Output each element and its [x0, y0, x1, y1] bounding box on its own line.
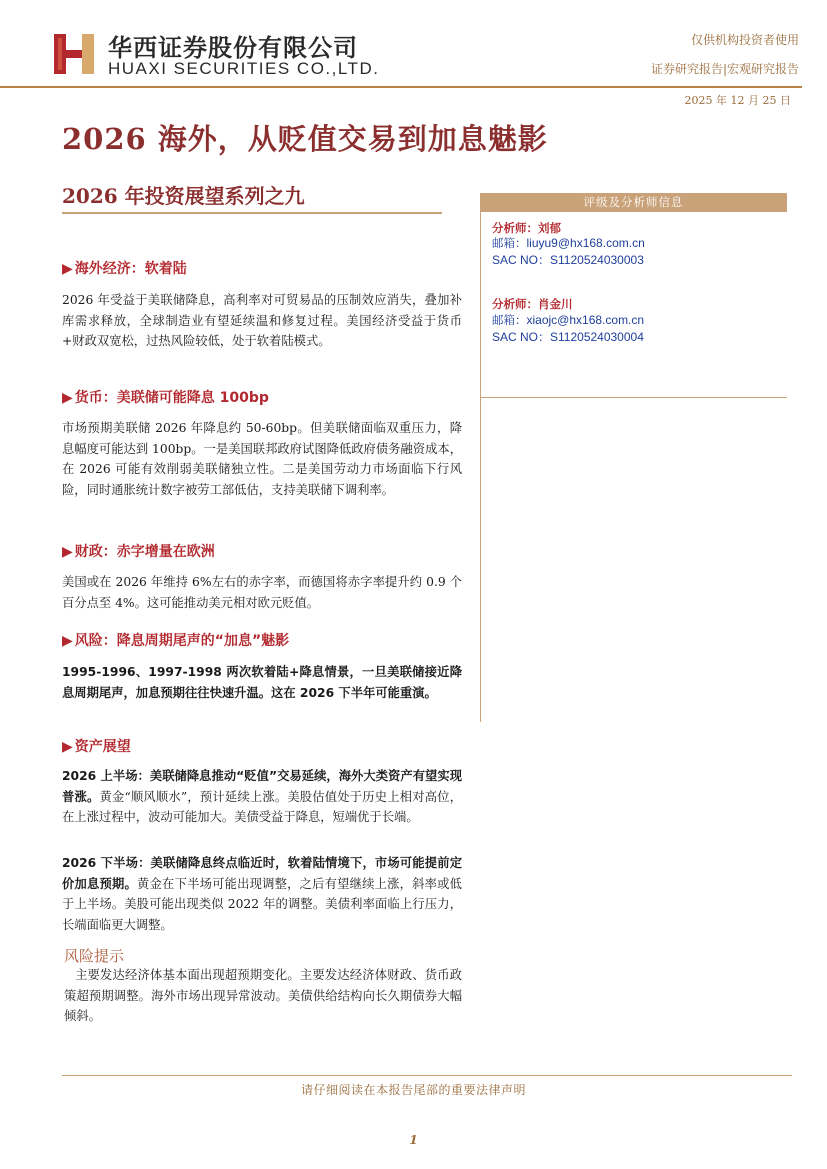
section-paragraph: 1995-1996、1997-1998 两次软着陆+降息情景，一旦美联储接近降息周期尾声，加息预期往往快速升温。这在 2026 下半年可能重演。: [62, 665, 462, 700]
section-heading-economy: ▶ 海外经济：软着陆: [62, 261, 187, 277]
analyst-sac: SAC NO：S1120524030003: [492, 253, 644, 267]
triangle-bullet-icon: ▶: [62, 633, 73, 649]
risk-body: 主要发达经济体基本面出现超预期变化。主要发达经济体财政、货币政策超预期调整。海外市场出现异常波动。美债供给结构向长久期债券大幅倾斜。: [64, 968, 462, 1023]
section-paragraph: 2026 下半场：美联储降息终点临近时，软着陆情境下，市场可能提前定价加息预期。黄金在下半场可能出现调整，之后有望继续上涨，斜率或低于上半场。美股可能出现类似 2022 年的调整。美债利率面临上行压力，长端面临更大调整。: [62, 856, 462, 932]
analyst-email[interactable]: 邮箱：liuyu9@hx168.com.cn: [492, 236, 645, 250]
report-category: 证券研究报告|宏观研究报告: [650, 62, 799, 76]
page-number: 1: [409, 1133, 418, 1147]
analyst-email[interactable]: 邮箱：xiaojc@hx168.com.cn: [492, 313, 645, 327]
report-date: 2025 年 12 月 25 日: [684, 94, 791, 107]
analyst-name: 分析师：刘郁: [492, 221, 561, 235]
section-paragraph: 美国或在 2026 年维持 6%左右的赤字率，而德国将赤字率提升约 0.9 个百分点至 4%。这可能推动美元相对欧元贬值。: [62, 575, 462, 610]
triangle-bullet-icon: ▶: [62, 544, 73, 560]
audience-note: 仅供机构投资者使用: [690, 33, 799, 47]
section-heading-risk-hike: ▶ 风险：降息周期尾声的“加息”魅影: [62, 633, 290, 649]
triangle-bullet-icon: ▶: [62, 261, 73, 277]
sidebar-divider: [480, 212, 481, 722]
report-subtitle: 2026 年投资展望系列之九: [62, 184, 305, 208]
section-paragraph: 2026 年受益于美联储降息，高利率对可贸易品的压制效应消失，叠加补库需求释放，全球制造业有望延续温和修复过程。美国经济受益于货币+财政双宽松，过热风险较低，处于软着陆模式。: [62, 293, 462, 348]
subtitle-underline: [62, 212, 442, 214]
section-paragraph: 2026 上半场：美联储降息推动“贬值”交易延续，海外大类资产有望实现普涨。黄金“顺风顺水”，预计延续上涨。美股估值处于历史上相对高位，在上涨过程中，波动可能加大。美债受益于降息，短端优于长端。: [62, 769, 462, 824]
analyst-info-header: 评级及分析师信息: [480, 193, 787, 212]
legal-notice: 请仔细阅读在本报告尾部的重要法律声明: [300, 1083, 526, 1097]
triangle-bullet-icon: ▶: [62, 739, 73, 755]
company-name-en: HUAXI SECURITIES CO.,LTD.: [108, 59, 380, 78]
section-paragraph: 市场预期美联储 2026 年降息约 50-60bp。但美联储面临双重压力，降息幅度可能达到 100bp。一是美国联邦政府试图降低政府债务融资成本，在 2026 可能有效削弱美联储独立性。二是美国劳动力市场面临下行风险，同时通胀统计数字被劳工部低估，支持美联储下调利率。: [62, 421, 462, 497]
section-heading-monetary: ▶ 货币：美联储可能降息 100bp: [62, 390, 269, 406]
footer-divider: [62, 1075, 792, 1076]
header-divider: [0, 86, 802, 88]
analyst-name: 分析师：肖金川: [492, 297, 573, 311]
triangle-bullet-icon: ▶: [62, 390, 73, 406]
analyst-sac: SAC NO：S1120524030004: [492, 330, 644, 344]
section-heading-assets: ▶ 资产展望: [62, 739, 131, 755]
risk-title: 风险提示: [64, 947, 125, 965]
report-title: 2026 海外，从贬值交易到加息魅影: [62, 122, 548, 156]
section-heading-fiscal: ▶ 财政：赤字增量在欧洲: [62, 544, 215, 560]
company-name-cn: 华西证券股份有限公司: [108, 34, 358, 62]
company-logo-icon: [52, 30, 96, 78]
